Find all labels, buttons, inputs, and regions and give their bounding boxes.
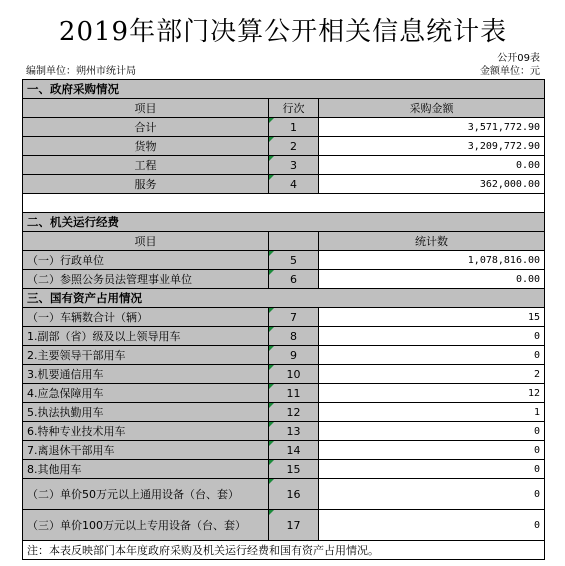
row-seq: 15 <box>269 460 319 479</box>
section-3-heading-row <box>23 289 545 308</box>
table-row <box>23 479 545 510</box>
row-seq: 9 <box>269 346 319 365</box>
row-item: 货物 <box>23 137 269 156</box>
unit-line <box>22 65 544 79</box>
row-item: 8.其他用车 <box>23 460 269 479</box>
row-value[interactable]: 15 <box>319 308 545 327</box>
row-seq: 7 <box>269 308 319 327</box>
section-1-heading-row <box>23 80 545 99</box>
row-item: 6.特种专业技术用车 <box>23 422 269 441</box>
row-item: （二）参照公务员法管理事业单位 <box>23 270 269 289</box>
row-value[interactable]: 0 <box>319 327 545 346</box>
page-title: 2019年部门决算公开相关信息统计表 <box>58 17 508 47</box>
row-value[interactable]: 1 <box>319 403 545 422</box>
compiling-unit: 编制单位：朔州市统计局 <box>26 66 136 77</box>
table-row <box>23 365 545 384</box>
row-value[interactable]: 0 <box>319 479 545 510</box>
row-value[interactable]: 0.00 <box>319 270 545 289</box>
col-header-item: 项目 <box>23 232 269 251</box>
row-seq: 12 <box>269 403 319 422</box>
row-seq: 6 <box>269 270 319 289</box>
row-item: 1.副部（省）级及以上领导用车 <box>23 327 269 346</box>
section-1-header-row <box>23 99 545 118</box>
row-seq: 8 <box>269 327 319 346</box>
row-item: 7.离退休干部用车 <box>23 441 269 460</box>
table-row <box>23 460 545 479</box>
row-item: 4.应急保障用车 <box>23 384 269 403</box>
row-value[interactable]: 0 <box>319 346 545 365</box>
table-row <box>23 327 545 346</box>
row-item: 2.主要领导干部用车 <box>23 346 269 365</box>
table-row <box>23 156 545 175</box>
section-3-heading: 三、国有资产占用情况 <box>23 289 545 308</box>
row-seq: 13 <box>269 422 319 441</box>
row-value[interactable]: 3,209,772.90 <box>319 137 545 156</box>
table-row <box>23 403 545 422</box>
note-row <box>23 541 545 560</box>
row-item: （一）行政单位 <box>23 251 269 270</box>
row-seq: 16 <box>269 479 319 510</box>
row-item: 服务 <box>23 175 269 194</box>
row-value[interactable]: 362,000.00 <box>319 175 545 194</box>
row-seq: 10 <box>269 365 319 384</box>
row-item: 3.机要通信用车 <box>23 365 269 384</box>
row-value[interactable]: 0 <box>319 422 545 441</box>
row-value[interactable]: 0 <box>319 510 545 541</box>
col-header-statistic: 统计数 <box>319 232 545 251</box>
table-row <box>23 422 545 441</box>
row-value[interactable]: 0 <box>319 460 545 479</box>
statistics-table <box>22 79 545 560</box>
row-seq: 11 <box>269 384 319 403</box>
row-item: （一）车辆数合计（辆） <box>23 308 269 327</box>
row-value[interactable]: 12 <box>319 384 545 403</box>
currency-unit: 金额单位：元 <box>480 66 540 77</box>
row-seq: 1 <box>269 118 319 137</box>
table-row <box>23 308 545 327</box>
table-number-line <box>22 52 544 66</box>
col-header-seq: 行次 <box>269 99 319 118</box>
blank-row <box>23 194 545 213</box>
section-2-header-row <box>23 232 545 251</box>
row-item: 工程 <box>23 156 269 175</box>
section-2-heading-row <box>23 213 545 232</box>
table-row <box>23 510 545 541</box>
table-number: 公开09表 <box>497 53 540 64</box>
table-row <box>23 346 545 365</box>
row-seq: 14 <box>269 441 319 460</box>
row-seq: 17 <box>269 510 319 541</box>
section-2-heading: 二、机关运行经费 <box>23 213 545 232</box>
footnote: 注：本表反映部门本年度政府采购及机关运行经费和国有资产占用情况。 <box>23 541 545 560</box>
row-seq: 5 <box>269 251 319 270</box>
table-row <box>23 175 545 194</box>
row-item: （三）单价100万元以上专用设备（台、套） <box>23 510 269 541</box>
table-row <box>23 270 545 289</box>
row-item: 合计 <box>23 118 269 137</box>
row-value[interactable]: 2 <box>319 365 545 384</box>
table-row <box>23 137 545 156</box>
row-item: （二）单价50万元以上通用设备（台、套） <box>23 479 269 510</box>
row-seq: 4 <box>269 175 319 194</box>
table-row <box>23 441 545 460</box>
col-header-seq-empty <box>269 232 319 251</box>
row-seq: 2 <box>269 137 319 156</box>
row-value[interactable]: 3,571,772.90 <box>319 118 545 137</box>
row-value[interactable]: 0 <box>319 441 545 460</box>
row-seq: 3 <box>269 156 319 175</box>
table-row <box>23 118 545 137</box>
row-value[interactable]: 0.00 <box>319 156 545 175</box>
col-header-purchase-amount: 采购金额 <box>319 99 545 118</box>
row-item: 5.执法执勤用车 <box>23 403 269 422</box>
col-header-item: 项目 <box>23 99 269 118</box>
section-1-heading: 一、政府采购情况 <box>23 80 545 99</box>
table-row <box>23 384 545 403</box>
table-row <box>23 251 545 270</box>
row-value[interactable]: 1,078,816.00 <box>319 251 545 270</box>
